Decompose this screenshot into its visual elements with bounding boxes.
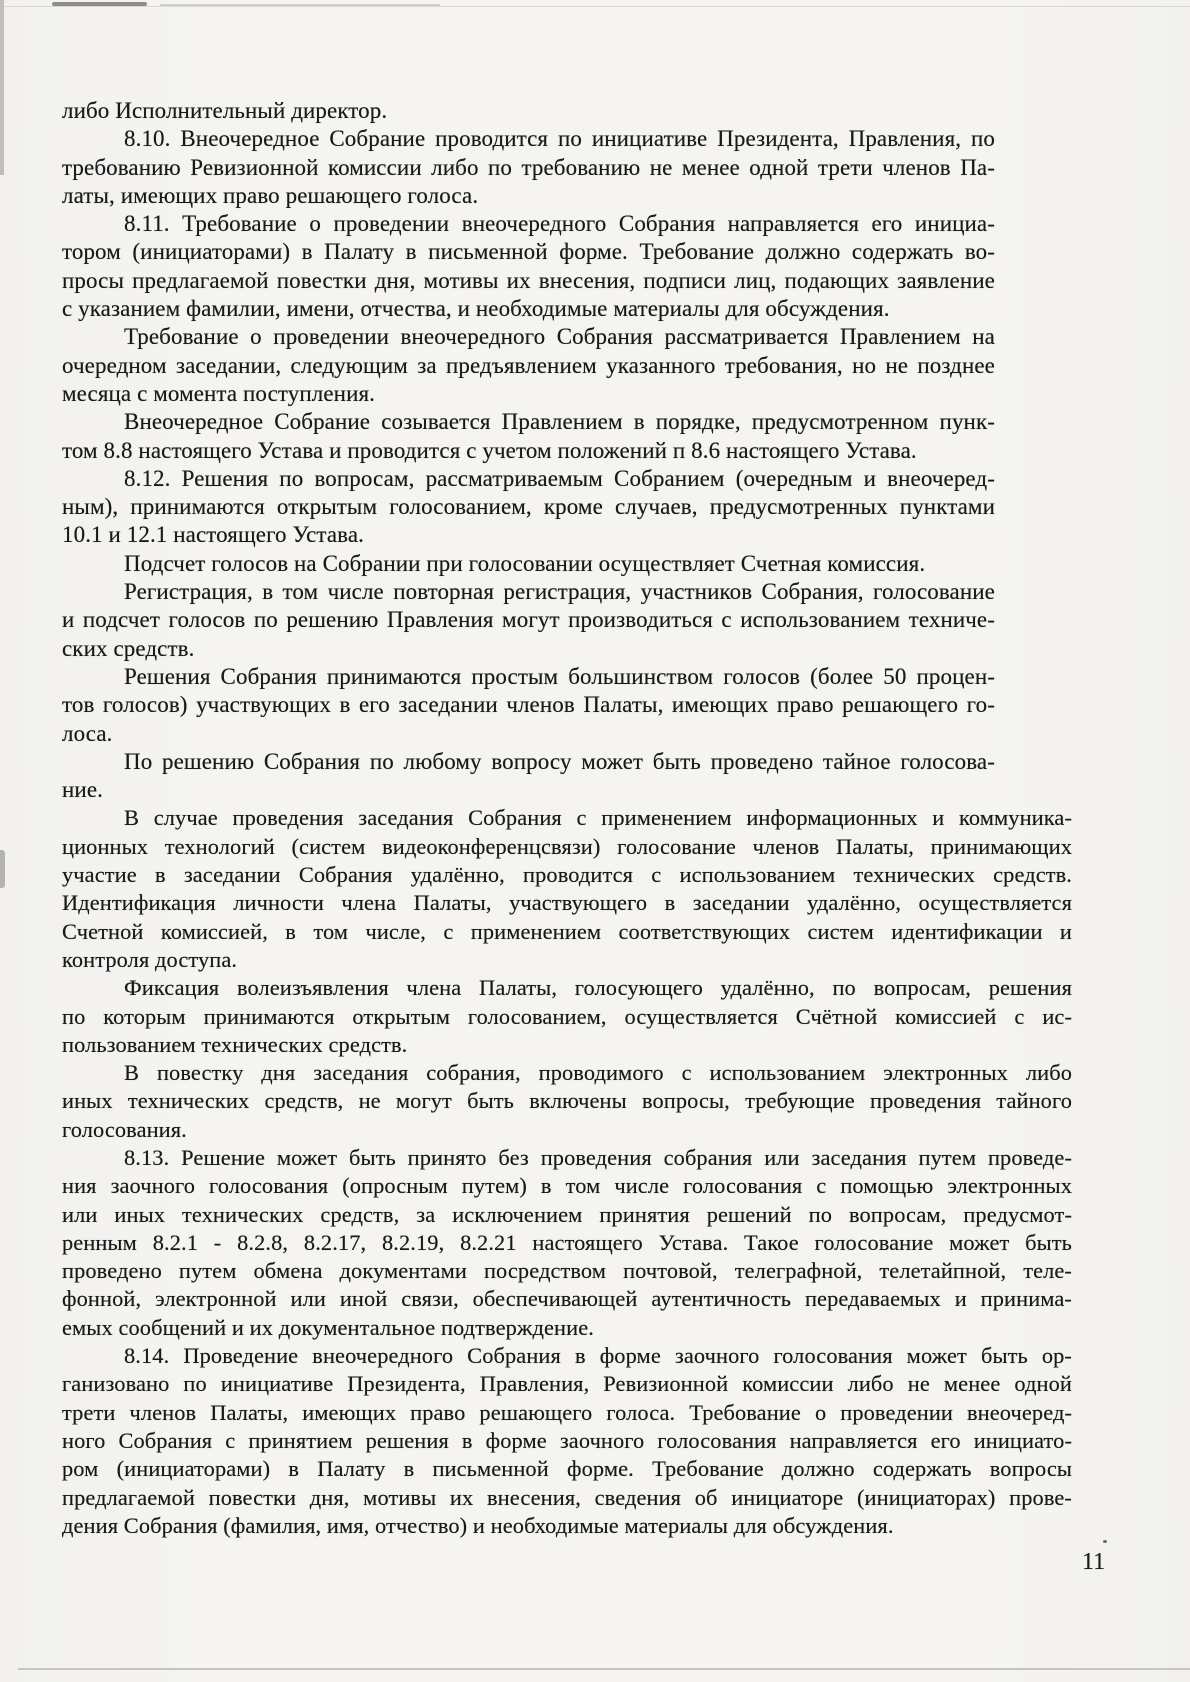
text-line: Внеочередное Собрание созывается Правлением в порядке, предусмотренном пунк- — [124, 409, 995, 435]
text-line: очередном заседании, следующим за предъявлением указанного требования, но не позднее — [62, 352, 995, 378]
text-line: Подсчет голосов на Собрании при голосовании осуществляет Счетная комиссия. — [124, 550, 926, 576]
text-line: ских средств. — [62, 635, 195, 661]
text-line: ние. — [62, 777, 103, 803]
text-line: тов голосов) участвующих в его заседании членов Палаты, имеющих право решающего го- — [62, 692, 995, 718]
text-line: пользованием технических средств. — [62, 1031, 408, 1057]
text-line: месяца с момента поступления. — [62, 380, 376, 406]
text-line: тором (инициаторами) в Палату в письменной форме. Требование должно содержать во- — [62, 239, 995, 265]
text-line: ния заочного голосования (опросным путем) в том числе голосования с помощью электронных — [62, 1173, 1072, 1199]
text-line: фонной, электронной или иной связи, обеспечивающей аутентичность передаваемых и принима- — [62, 1286, 1072, 1312]
text-line: трети членов Палаты, имеющих право решающего голоса. Требование о проведении внеочеред- — [62, 1399, 1072, 1425]
text-line: ром (инициаторами) в Палату в письменной форме. Требование должно содержать вопросы — [62, 1456, 1072, 1482]
text-line: проведено путем обмена документами посредством почтовой, телеграфной, телетайпной, теле- — [62, 1258, 1072, 1284]
text-line: том 8.8 настоящего Устава и проводится с учетом положений п 8.6 настоящего Устава. — [62, 437, 917, 463]
text-line: Регистрация, в том числе повторная регистрация, участников Собрания, голосование — [124, 579, 995, 605]
text-line: ганизовано по инициативе Президента, Правления, Ревизионной комиссии либо не менее одной — [62, 1371, 1072, 1397]
text-line: ного Собрания с принятием решения в форме заочного голосования направляется его инициато- — [62, 1427, 1072, 1453]
text-line: В случае проведения заседания Собрания с применением информационных и коммуника- — [124, 805, 1072, 831]
text-line: с указанием фамилии, имени, отчества, и необходимые материалы для обсуждения. — [62, 296, 890, 322]
text-line: Фиксация волеизъявления члена Палаты, голосующего удалённо, по вопросам, решения — [124, 975, 1072, 1001]
scan-edge-left-mark — [0, 850, 5, 888]
scan-edge-top-line — [0, 6, 1190, 7]
text-line: иных технических средств, не могут быть включены вопросы, требующие проведения тайного — [62, 1088, 1072, 1114]
text-line: латы, имеющих право решающего голоса. — [62, 182, 479, 208]
text-line: требованию Ревизионной комиссии либо по требованию не менее одной трети членов Па- — [62, 154, 995, 180]
scan-edge-left-strip — [0, 0, 4, 175]
text-line: или иных технических средств, за исключением принятия решений по вопросам, предусмот- — [62, 1201, 1072, 1227]
text-line: контроля доступа. — [62, 946, 238, 972]
text-line: 8.12. Решения по вопросам, рассматриваемым Собранием (очередным и внеочеред- — [124, 465, 995, 491]
scan-edge-top-dash — [52, 2, 147, 6]
text-line: Счетной комиссией, в том числе, с применением соответствующих систем идентификации и — [62, 918, 1072, 944]
text-line: По решению Собрания по любому вопросу может быть проведено тайное голосова- — [124, 748, 995, 774]
text-line: Решения Собрания принимаются простым большинством голосов (более 50 процен- — [124, 663, 995, 689]
text-line: участие в заседании Собрания удалённо, проводится с использованием технических средств. — [62, 862, 1072, 888]
page-number: 11 — [1082, 1549, 1106, 1575]
ink-speck — [1103, 1540, 1107, 1543]
text-section-bottom — [62, 804, 1072, 1540]
text-section-top — [62, 97, 995, 804]
text-line: дения Собрания (фамилия, имя, отчество) и необходимые материалы для обсуждения. — [62, 1512, 894, 1538]
text-line: емых сообщений и их документальное подтверждение. — [62, 1314, 594, 1340]
text-line: лоса. — [62, 720, 113, 746]
text-line: Требование о проведении внеочередного Собрания рассматривается Правлением на — [124, 324, 995, 350]
text-line: В повестку дня заседания собрания, проводимого с использованием электронных либо — [124, 1060, 1072, 1086]
text-line: 10.1 и 12.1 настоящего Устава. — [62, 522, 364, 548]
text-line: Идентификация личности члена Палаты, участвующего в заседании удалённо, осуществляется — [62, 890, 1072, 916]
text-line: по которым принимаются открытым голосованием, осуществляется Счётной комиссией с ис- — [62, 1003, 1072, 1029]
text-line: ционных технологий (систем видеоконференцсвязи) голосование членов Палаты, принимающих — [62, 833, 1072, 859]
document-text — [62, 97, 1072, 1540]
text-line: ным), принимаются открытым голосованием, кроме случаев, предусмотренных пунктами — [62, 494, 995, 520]
text-line: и подсчет голосов по решению Правления могут производиться с использованием техниче- — [62, 607, 995, 633]
scan-edge-top-dash-faint — [160, 4, 440, 6]
text-line: 8.11. Требование о проведении внеочередного Собрания направляется его инициа- — [124, 211, 995, 237]
text-line: просы предлагаемой повестки дня, мотивы их внесения, подписи лиц, подающих заявление — [62, 267, 995, 293]
text-line: 8.13. Решение может быть принято без проведения собрания или заседания путем проведе- — [124, 1144, 1072, 1170]
text-line: 8.10. Внеочередное Собрание проводится по инициативе Президента, Правления, по — [124, 126, 995, 152]
text-line: предлагаемой повестки дня, мотивы их внесения, сведения об инициаторе (инициаторах) прове- — [62, 1484, 1072, 1510]
scan-edge-bottom-line — [18, 1668, 1190, 1670]
text-line: либо Исполнительный директор. — [62, 98, 388, 123]
text-line: голосования. — [62, 1116, 187, 1142]
text-line: ренным 8.2.1 - 8.2.8, 8.2.17, 8.2.19, 8.2.21 настоящего Устава. Такое голосование может быть — [62, 1229, 1072, 1255]
text-line: 8.14. Проведение внеочередного Собрания в форме заочного голосования может быть ор- — [124, 1343, 1072, 1369]
